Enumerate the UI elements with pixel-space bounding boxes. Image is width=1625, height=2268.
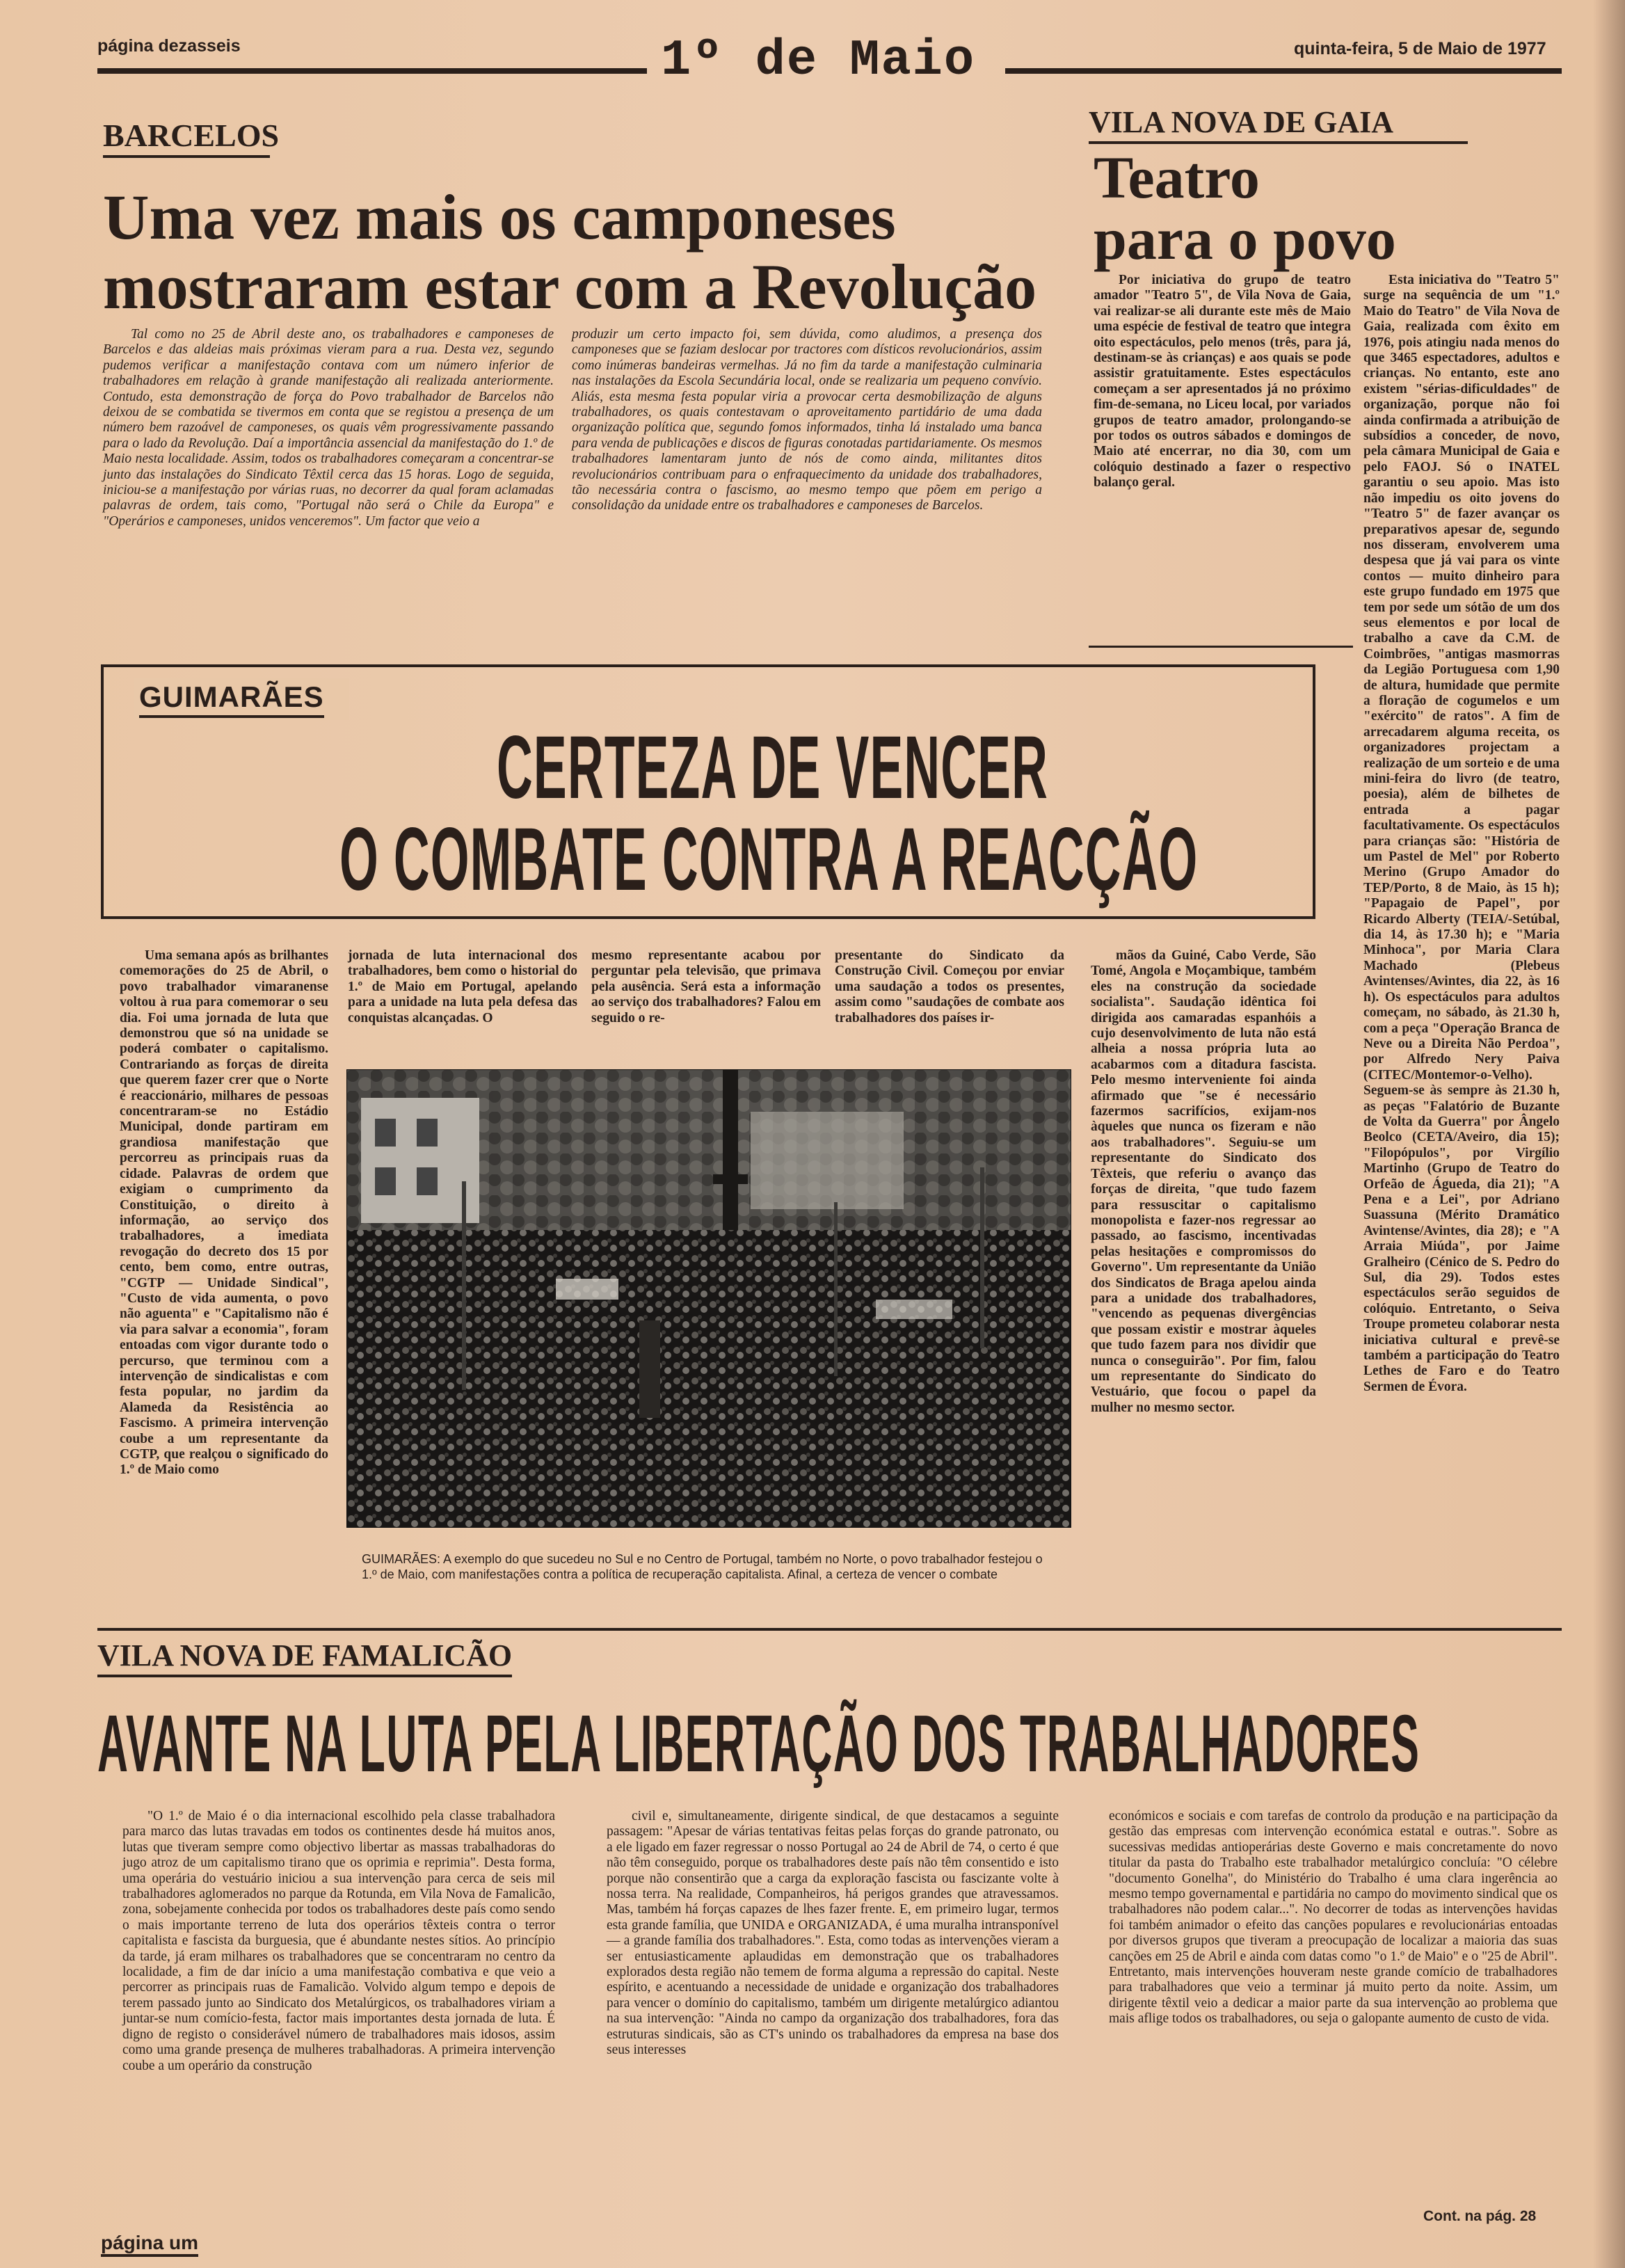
barcelos-headline-line2: mostraram estar com a Revolução bbox=[103, 251, 1037, 322]
guimaraes-headline-line2: O COMBATE CONTRA A REACÇÃO bbox=[339, 810, 1199, 909]
guimaraes-headline-line2-wrap bbox=[339, 810, 1199, 909]
continued-on-page: Cont. na pág. 28 bbox=[1423, 2208, 1537, 2224]
guimaraes-headline-line1-wrap bbox=[497, 718, 1048, 817]
famalicao-column-1: "O 1.º de Maio é o dia internacional escolhido pela classe trabalhadora para marco das lutas travadas em todos os continentes desde há muitos anos, lutas que tiveram sempre como objectivo libertar as massas trabalhadoras do jugo atroz de um capitalismo tirano que os oprimia e reprimia". Desta forma, uma operária do vestuário iniciou a sua intervenção para cerca de seis mil trabalhadores aglomerados no parque da Rotunda, em Vila Nova de Famalicão, zona, sobejamente conhecida por todos os trabalhadores deste país como sendo o mais importante terreno de luta dos operários têxteis contra o terror capitalista e fascista da burguesia, que é abundante nestes sítios. Ao princípio da tarde, já eram milhares os trabalhadores que se concentraram no centro da localidade, a fim de dar início a uma manifestação combativa e que veio a percorrer as principais ruas de Famalicão. Volvido algum tempo e depois de terem passado junto ao Sindicato dos Metalúrgicos, os trabalhadores viriam a juntar-se num comício-festa, factor mais importantes desta jornada de luta. É digno de registo o considerável número de trabalhadores mais idosos, assim como uma grande presença de mulheres trabalhadoras. A primeira intervenção coube a um operário da construção bbox=[122, 1809, 555, 2073]
page-fold-shadow bbox=[1593, 0, 1625, 2268]
gaia-headline-line2: para o povo bbox=[1094, 205, 1396, 272]
gaia-kicker: VILA NOVA DE GAIA bbox=[1089, 104, 1468, 144]
guimaraes-column-4: presentante do Sindicato da Construção Civil. Começou por enviar uma saudação a todos os presentes, assim como "saudações de combate aos trabalhadores dos países ir- bbox=[835, 948, 1064, 1025]
famalicao-column-3: económicos e sociais e com tarefas de controlo da produção e na participação da gestão das empresas com intervenção económica estatal e outras.". Sobre as sucessivas medidas antioperárias deste Governo e mais concretamente do novo titular da pasta do Trabalho este trabalhador metalúrgico concluía: "O célebre "documento Gonelha", do Ministério do Trabalho é uma clara ingerência ao mesmo tempo governamental e partidária no campo do movimento sindical que os trabalhadores não podem calar...". No decorrer de todas as intervenções havidas foi também animador o efeito das canções populares e revolucionárias entoadas por diversos grupos que tiveram a preocupação de localizar a maioria das suas canções em 25 de Abril e ainda com datas como "o 1.º de Maio" e o "25 de Abril". Entretanto, mais intervenções houveram neste grande comício de trabalhadores para trabalhadores que veio a terminar já muito perto da noite. Assim, um dirigente têxtil veio a dedicar a maior parte da sua intervenção ao problema que mais aflige todos os trabalhadores, ou seja o galopante aumento de custo de vida. bbox=[1109, 1809, 1558, 2027]
guimaraes-column-5: mãos da Guiné, Cabo Verde, São Tomé, Angola e Moçambique, também eles na construção da sociedade socialista". Saudação idêntica foi dirigida aos camaradas espanhóis a cujo desenvolvimento de luta não está alheia a nossa própria luta ao acabarmos com a ditadura fascista. Pelo mesmo interveniente foi ainda afirmado que "se é necessário fazermos sacrifícios, exijam-nos àqueles que nunca os fizeram e não aos trabalhadores". Seguiu-se um representante do Sindicato dos Têxteis, que referiu o avanço das forças de direita, "que tudo fazem para ressuscitar o capitalismo monopolista e fazer-nos regressar ao passado, ao fascismo, incentivadas pelas hesitações e compromissos do Governo". Um representante da União dos Sindicatos de Braga apelou ainda para a unidade dos trabalhadores, "vencendo as pequenas divergências que possam existir e mostrar àqueles que tudo fazem para nos dividir que nunca o conseguirão". Por fim, falou um representante do Sindicato do Vestuário, que focou o papel da mulher no mesmo sector. bbox=[1091, 948, 1316, 1415]
guimaraes-kicker: GUIMARÃES bbox=[139, 680, 324, 718]
page-number-label: página dezasseis bbox=[97, 36, 241, 56]
barcelos-column-1: Tal como no 25 de Abril deste ano, os trabalhadores e camponeses de Barcelos e das aldeias mais próximas vieram para a rua. Desta vez, segundo pudemos verificar a manifestação contava com um número inferior de trabalhadores em relação à grande manifestação ali realizada anteriormente. Contudo, esta demonstração de força do Povo trabalhador de Barcelos não deixou de se combatida se tivermos em conta que se registou a presença de um número bem razoável de camponeses, os quais vêm progressivamente passando para o lado da Revolução. Daí a importância assencial da manifestação do 1.º de Maio nesta localidade. Assim, todos os trabalhadores começaram a concentrar-se junto das instalações do Sindicato Têxtil cerca das 15 horas. Logo de seguida, iniciou-se a manifestação por várias ruas, no decorrer da qual foram aclamadas palavras de ordem, tais como, "Portugal não será o Chile da Europa" e "Operários e camponeses, unidos venceremos". Um factor que veio a bbox=[103, 327, 554, 529]
famalicao-headline-wrap bbox=[97, 1698, 1558, 1789]
gaia-column-1: Por iniciativa do grupo de teatro amador "Teatro 5", de Vila Nova de Gaia, vai realizar-se ali durante este mês de Maio uma espécie de festival de teatro que integra oito espectáculos, pelo menos (três, para já, destinam-se às crianças) e aos quais se pode assistir gratuitamente. Estes espectáculos começam a ser apresentados já no próximo fim-de-semana, no Liceu local, por variados grupos de teatro amador, prolongando-se por todos os outros sábados e domingos de Maio até encerrar, no dia 30, com um colóquio destinado a fazer o respectivo balanço geral. bbox=[1094, 273, 1351, 490]
guimaraes-photo-caption: GUIMARÃES: A exemplo do que sucedeu no Sul e no Centro de Portugal, também no Norte, o povo trabalhador festejou o 1.º de Maio, com manifestações contra a política de recuperação capitalista. Afinal, a certeza de vencer o combate bbox=[362, 1552, 1043, 1581]
masthead: 1º de Maio bbox=[661, 32, 976, 89]
famalicao-headline: AVANTE NA LUTA PELA LIBERTAÇÃO DOS TRABALHADORES bbox=[97, 1698, 1420, 1789]
famalicao-kicker: VILA NOVA DE FAMALICÃO bbox=[97, 1638, 512, 1677]
guimaraes-column-1: Uma semana após as brilhantes comemorações do 25 de Abril, o povo trabalhador vimaranense voltou à rua para comemorar o seu dia. Foi uma jornada de luta que demonstrou que só na unidade se poderá combater o capitalismo. Contrariando as forças de direita que querem fazer crer que o Norte é reaccionário, milhares de pessoas concentraram-se no Estádio Municipal, donde partiram em grandiosa manifestação que percorreu as principais ruas da cidade. Palavras de ordem que exigiam o cumprimento da Constituição, o direito à informação, ao serviço dos trabalhadores, a imediata revogação do decreto dos 15 por cento, bem como, entre outras, "CGTP — Unidade Sindical", "Custo de vida aumenta, o povo não aguenta" e "Capitalismo não é via para salvar a economia", foram entoadas com vigor durante todo o percurso, que terminou com a intervenção de sindicalistas e com festa popular, no jardim da Alameda da Resistência ao Fascismo. A primeira intervenção coube a um representante da CGTP, que realçou o significado do 1.º de Maio como bbox=[120, 948, 328, 1478]
gaia-column-2: Esta iniciativa do "Teatro 5" surge na sequência de um "1.º Maio do Teatro" de Vila Nova de Gaia, realizada com êxito em 1976, pois atingiu nada menos do que 3465 espectadores, adultos e crianças. No entanto, este ano existem "sérias-dificuldades" de organização, porque não foi ainda confirmada a atribuição de subsídios a conceder, de novo, pela câmara Municipal de Gaia e pelo FAOJ. Só o INATEL garantiu o seu apoio. Mas isto não impediu os oito jovens do "Teatro 5" de fazer avançar os preparativos apesar de, segundo nos disseram, envolverem uma despesa que já vai para os vinte contos — muito dinheiro para este grupo fundado em 1975 que tem por sede um sótão de um dos seus elementos e por local de trabalho a cave da C.M. de Coimbrões, "antigas masmorras da Legião Portuguesa com 1,90 de altura, humidade que permite a floração de cogumelos e um "exército" de ratos". A fim de arrecadarem alguma receita, os organizadores projectam a realização de um sorteio e de uma mini-feira do livro (de teatro, poesia), além de bilhetes de entrada a pagar facultativamente. Os espectáculos para crianças são: "História de um Pastel de Mel" por Roberto Merino (Grupo Amador do TEP/Porto, 8 de Maio, às 15 h); "Papagaio de Papel", por Ricardo Alberty (TEIA/-Setúbal, dia 14, às 17.30 h); e "Maria Minhoca", por Maria Clara Machado (Plebeus Avintenses/Avintes, dia 22, às 16 h). Os espectáculos para adultos começam, no sábado, às 21.30 h, com a peça "Operação Branca de Neve ou a Direita Não Perdoa", por Alfredo Nery Paiva (CITEC/Montemor-o-Velho). Seguem-se às sempre às 21.30 h, as peças "Falatório de Buzante de Volta da Guerra" por Ângelo Beolco (CETA/Aveiro, dia 15); "Filopópulos", por Virgílio Martinho (Grupo de Teatro do Orfeão de Águeda, dia 21); "A Pena e a Lei", por Adriano Suassuna (Mérito Dramático Avintense/Avintes, dia 28); e "A Arraia Miúda", por Jaime Gralheiro (Cénico de S. Pedro do Sul, dia 29). Todos estes espectáculos serão seguidos de colóquio. Entretanto, o Seiva Troupe prometeu colaborar nesta iniciativa cultural e prevê-se também a participação do Teatro Lethes de Faro e do Teatro Sermen de Évora. bbox=[1363, 273, 1560, 1394]
footer-page-label: página um bbox=[101, 2232, 198, 2257]
guimaraes-crowd-photo bbox=[346, 1069, 1071, 1528]
gaia-column-rule bbox=[1089, 646, 1353, 648]
barcelos-kicker: BARCELOS bbox=[103, 117, 270, 158]
crowd-photo-image bbox=[347, 1070, 1071, 1527]
gaia-headline-line1: Teatro bbox=[1094, 144, 1260, 211]
famalicao-top-rule bbox=[97, 1628, 1562, 1631]
header-rule-left bbox=[97, 68, 647, 74]
issue-date: quinta-feira, 5 de Maio de 1977 bbox=[1294, 39, 1546, 58]
guimaraes-column-2: jornada de luta internacional dos trabalhadores, bem como o historial do 1.º de Maio em Portugal, apelando para a unidade na luta pela defesa das conquistas alcançadas. O bbox=[348, 948, 577, 1025]
barcelos-column-2: produzir um certo impacto foi, sem dúvida, como aludimos, a presença dos camponeses que se faziam deslocar por tractores com dísticos revolucionários, assim como inúmeras bandeiras vermelhas. Já no fim da tarde a manifestação culminaria nas instalações da Escola Secundária local, onde se realizaria um pequeno convívio. Aliás, esta mesma festa popular viria a provocar certa desmobilização de alguns trabalhadores, os quais contestavam o aproveitamento partidário de uma dada organização política que, segundo fomos informados, tinha lá instalado uma banca para venda de publicações e discos de figuras conotadas partidariamente. Os mesmos trabalhadores lamentaram junto de nós de como ainda, militantes ditos revolucionários contribuam para o enfraquecimento da unidade dos trabalhadores, tão necessária contra o fascismo, ao mesmo tempo que põem em perigo a consolidação da unidade entre os trabalhadores e camponeses de Barcelos. bbox=[572, 327, 1042, 513]
famalicao-column-2: civil e, simultaneamente, dirigente sindical, de que destacamos a seguinte passagem: "Apesar de várias tentativas feitas pelas forças do grande patronato, ou a ele ligado em fazer regressar o nosso Portugal ao 24 de Abril de 74, o certo é que não têm conseguido, porque os trabalhadores deste país não têm consentido e isto porque não consentirão que a carga da exploração fascista ou fascizante volte à nossa terra. Na realidade, Companheiros, há perigos grandes que atravessamos. Mas, também há forças capazes de lhes fazer frente. E, em primeiro lugar, termos esta grande família, que UNIDA e ORGANIZADA, é uma muralha intransponível — a grande família dos trabalhadores.". Esta, como todas as intervenções vieram a ser entusiasticamente aplaudidas em demonstração que os trabalhadores explorados desta região não temem de forma alguma a repressão do capital. Neste espírito, e acentuando a necessidade de unidade e organização dos trabalhadores para vencer o domínio do capitalismo, também um dirigente metalúrgico adiantou na sua intervenção: "Ainda no campo da organização dos trabalhadores, fora das estruturas sindicais, são as CT's unindo os trabalhadores da empresa na base dos seus interesses bbox=[607, 1809, 1059, 2058]
guimaraes-column-3: mesmo representante acabou por perguntar pela televisão, que primava pela ausência. Será esta a informação ao serviço dos trabalhadores? Falou em seguido o re- bbox=[591, 948, 821, 1025]
guimaraes-headline-line1: CERTEZA DE VENCER bbox=[497, 718, 1048, 817]
barcelos-headline-line1: Uma vez mais os camponeses bbox=[103, 182, 896, 253]
header-rule-right bbox=[1005, 68, 1562, 74]
